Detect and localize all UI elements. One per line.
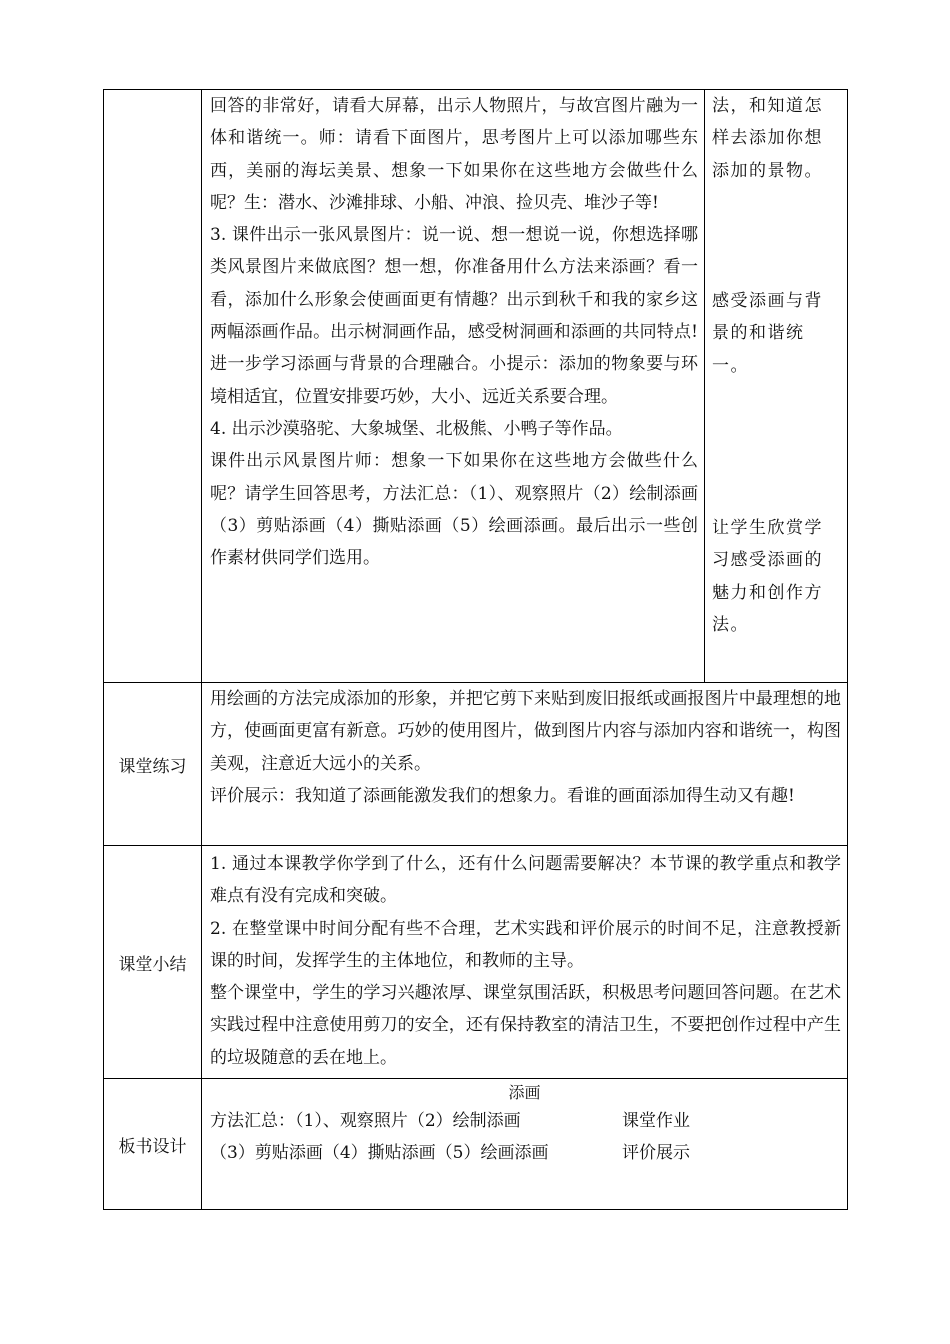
board-title: 添画 — [508, 1083, 541, 1102]
process-paragraph: 4. 出示沙漠骆驼、大象城堡、北极熊、小鸭子等作品。 — [210, 418, 623, 439]
board-row — [104, 1079, 848, 1210]
board-line-left: 方法汇总：（1）、观察照片（2）绘制添画 — [210, 1111, 521, 1131]
practice-paragraph: 评价展示：我知道了添画能激发我们的想象力。看谁的画面添加得生动又有趣! — [210, 785, 795, 806]
lesson-plan-table — [103, 89, 848, 1210]
summary-label: 课堂小结 — [104, 846, 202, 1079]
summary-paragraph: 2. 在整堂课中时间分配有些不合理，艺术实践和评价展示的时间不足，注意教授新课的时间，发挥学生的主体地位，和教师的主导。 — [210, 918, 841, 971]
board-line-left: （3）剪贴添画（4）撕贴添画（5）绘画添画 — [210, 1143, 549, 1163]
design-note: 法，和知道怎样去添加你想添加的景物。 — [712, 96, 823, 181]
design-note: 让学生欣赏学习感受添画的魅力和创作方法。 — [712, 518, 823, 635]
summary-paragraph: 整个课堂中，学生的学习兴趣浓厚、课堂氛围活跃，积极思考问题回答问题。在艺术实践过程中注意使用剪刀的安全，还有保持教室的清洁卫生，不要把创作过程中产生的垃圾随意的丢在地上。 — [210, 983, 841, 1068]
process-paragraph: 回答的非常好，请看大屏幕，出示人物照片，与故宫图片融为一体和谐统一。师：请看下面图片，思考图片上可以添加哪些东西，美丽的海坛美景、想象一下如果你在这些地方会做些什么呢？生：潜水、沙滩排球、小船、冲浪、捡贝壳、堆沙子等! — [210, 96, 698, 213]
process-row — [104, 90, 848, 683]
board-line-right: 课堂作业 — [622, 1111, 690, 1131]
practice-row — [104, 683, 848, 846]
process-label-cell — [104, 90, 202, 683]
process-content-cell — [202, 90, 705, 683]
design-note: 感受添画与背景的和谐统一。 — [712, 291, 823, 376]
summary-content-cell — [202, 846, 848, 1079]
board-content-cell — [202, 1079, 848, 1210]
process-paragraph: 3. 课件出示一张风景图片：说一说、想一想说一说，你想选择哪类风景图片来做底图？想一想，你准备用什么方法来添画？看一看，添加什么形象会使画面更有情趣？出示到秋千和我的家乡这两幅添画作品。出示树洞画作品，感受树洞画和添画的共同特点!进一步学习添画与背景的合理融合。小提示：添加的物象要与环境相适宜，位置安排要巧妙，大小、远近关系要合理。 — [210, 225, 698, 407]
board-line — [202, 1137, 847, 1169]
board-line-right: 评价展示 — [622, 1143, 690, 1163]
practice-paragraph: 用绘画的方法完成添加的形象，并把它剪下来贴到废旧报纸或画报图片中最理想的地方，使画面更富有新意。巧妙的使用图片，做到图片内容与添加内容和谐统一，构图美观，注意近大远小的关系。 — [210, 689, 841, 774]
summary-row — [104, 846, 848, 1079]
practice-label: 课堂练习 — [104, 683, 202, 846]
board-label: 板书设计 — [104, 1079, 202, 1210]
practice-content-cell — [202, 683, 848, 846]
process-notes-cell — [705, 90, 848, 683]
board-line — [202, 1105, 847, 1137]
process-paragraph: 课件出示风景图片师：想象一下如果你在这些地方会做些什么呢？请学生回答思考，方法汇总：（1）、观察照片（2）绘制添画（3）剪贴添画（4）撕贴添画（5）绘画添画。最后出示一些创作素材供同学们选用。 — [210, 451, 698, 569]
summary-paragraph: 1. 通过本课教学你学到了什么，还有什么问题需要解决？本节课的教学重点和教学难点有没有完成和突破。 — [210, 854, 841, 907]
